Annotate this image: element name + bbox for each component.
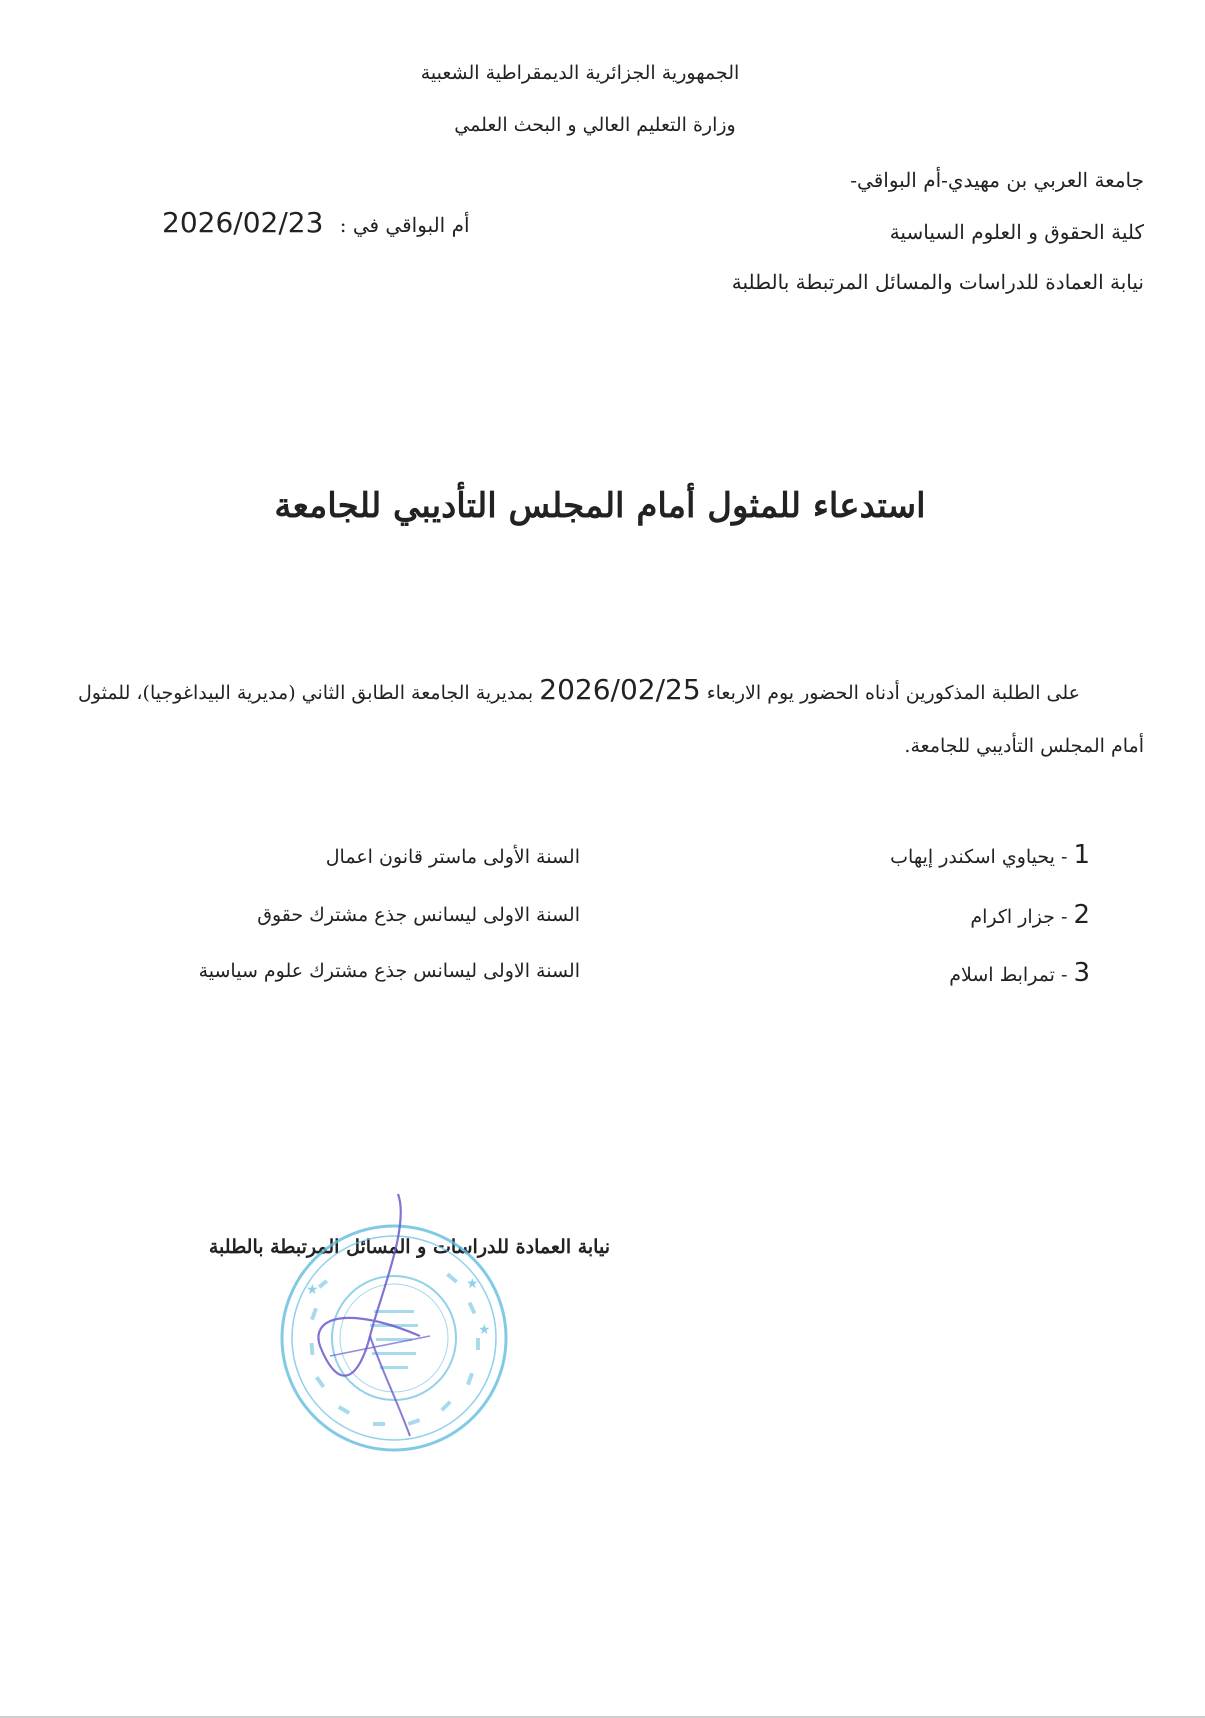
student-number: 2 [1073,900,1090,930]
svg-text:★: ★ [478,1322,491,1338]
handwritten-signature-icon [300,1186,460,1446]
student-name: - تمرابط اسلام [949,964,1068,986]
student-row-2 [800,900,1090,930]
student-row-3 [800,958,1090,988]
student-level-3: السنة الاولى ليسانس جذع مشترك علوم سياسية [198,960,580,982]
student-name: - يحياوي اسكندر إيهاب [890,846,1068,868]
faculty-name: كلية الحقوق و العلوم السياسية [889,220,1144,244]
body-line-1 [40,672,1080,708]
student-name: - جزار اكرام [970,906,1068,928]
student-number: 3 [1073,958,1090,988]
document-date: 2026/02/23 [162,206,324,239]
date-line [162,206,470,239]
date-prefix: أم البواقي في : [339,213,470,237]
body-line-2: أمام المجلس التأديبي للجامعة. [904,735,1144,757]
republic-heading: الجمهورية الجزائرية الديمقراطية الشعبية [420,62,740,84]
student-level-2: السنة الاولى ليسانس جذع مشترك حقوق [257,904,580,926]
hearing-date: 2026/02/25 [539,673,701,706]
body-line1-after: بمديرية الجامعة الطابق الثاني (مديرية البيداغوجيا)، للمثول [77,682,534,704]
document-title: استدعاء للمثول أمام المجلس التأديبي للجامعة [274,486,926,526]
body-line1-before: على الطلبة المذكورين أدناه الحضور يوم الاربعاء [706,682,1080,704]
university-name: جامعة العربي بن مهيدي-أم البواقي- [850,168,1144,192]
signature-title: نيابة العمادة للدراسات و المسائل المرتبطة بالطلبة [208,1236,610,1258]
student-level-1: السنة الأولى ماستر قانون اعمال [325,846,580,868]
student-row-1 [800,840,1090,870]
svg-text:★: ★ [466,1276,479,1292]
office-name: نيابة العمادة للدراسات والمسائل المرتبطة بالطلبة [731,270,1144,294]
student-number: 1 [1073,840,1090,870]
ministry-heading: وزارة التعليم العالي و البحث العلمي [454,114,736,136]
svg-text:★: ★ [306,1282,319,1298]
